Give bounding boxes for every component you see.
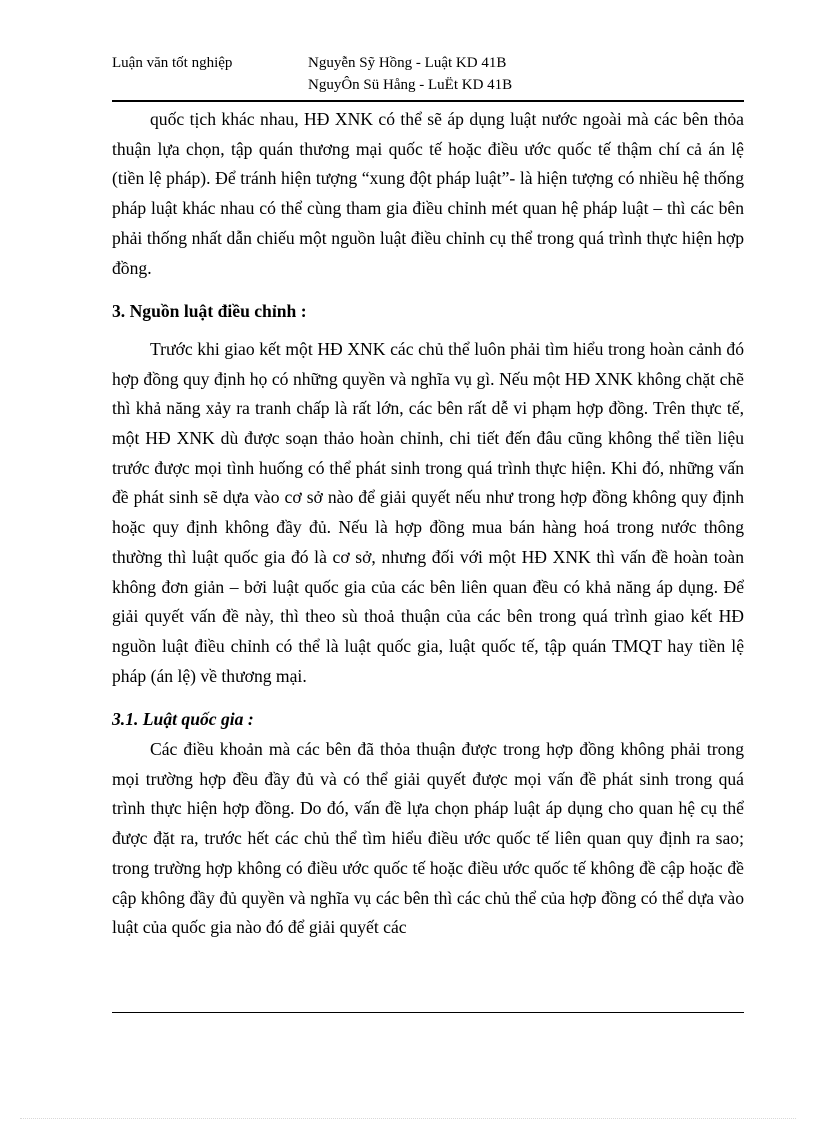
document-body: [112, 105, 744, 943]
page-edge-dotted-line: [20, 1118, 796, 1119]
header-divider: [112, 100, 744, 102]
section-heading-3-1: 3.1. Luật quốc gia :: [112, 709, 254, 730]
footer-divider: [112, 1012, 744, 1013]
header-author-block: [308, 52, 512, 96]
paragraph-section-3: Trước khi giao kết một HĐ XNK các chủ thể luôn phải tìm hiểu trong hoàn cảnh đó hợp đồng quy định họ có những quyền và nghĩa vụ gì. Nếu một HĐ XNK không chặt chẽ thì khả năng xảy ra tranh chấp là rất lớn, các bên rất dễ vi phạm hợp đồng. Trên thực tế, một HĐ XNK dù được soạn thảo hoàn chỉnh, chi tiết đến đâu cũng không thể tiền liệu trước được mọi tình huống có thể phát sinh trong quá trình thực hiện. Khi đó, những vấn đề phát sinh sẽ dựa vào cơ sở nào để giải quyết nếu như trong hợp đồng không quy định hoặc quy định không đầy đủ. Nếu là hợp đồng mua bán hàng hoá trong nước thông thường thì luật quốc gia đó là cơ sở, nhưng đối với một HĐ XNK thì vấn đề hoàn toàn không đơn giản – bởi luật quốc gia của các bên liên quan đều có khả năng áp dụng. Để giải quyết vấn đề này, thì theo sù thoả thuận của các bên trong quá trình giao kết HĐ nguồn luật điều chỉnh có thể là luật quốc gia, luật quốc tế, tập quán TMQT hay tiền lệ pháp (án lệ) về thương mại.: [112, 338, 744, 686]
section-heading-3: 3. Nguồn luật điều chỉnh :: [112, 301, 307, 322]
paragraph-continuation: quốc tịch khác nhau, HĐ XNK có thể sẽ áp dụng luật nước ngoài mà các bên thỏa thuận lựa chọn, tập quán thương mại quốc tế hoặc điều ước quốc tế thậm chí cả án lệ (tiền lệ pháp). Để tránh hiện tượng “xung đột pháp luật”- là hiện tượng có nhiều hệ thống pháp luật khác nhau có thể cùng tham gia điều chỉnh mét quan hệ pháp luật – thì các bên phải thống nhất dẫn chiếu một nguồn luật điều chỉnh cụ thể trong quá trình thực hiện hợp đồng.: [112, 109, 744, 278]
paragraph-section-3-1: Các điều khoản mà các bên đã thỏa thuận được trong hợp đồng không phải trong mọi trường hợp đều đầy đủ và có thể giải quyết được mọi vấn đề phát sinh trong quá trình thực hiện hợp đồng. Do đó, vấn đề lựa chọn pháp luật áp dụng cho quan hệ cụ thể được đặt ra, trước hết các chủ thể tìm hiểu điều ước quốc tế liên quan quy định ra sao; trong trường hợp không có điều ước quốc tế hoặc điều ước quốc tế không đề cập hoặc đề cập không đầy đủ quyền và nghĩa vụ các bên thì các chủ thể của hợp đồng có thể dựa vào luật của quốc gia nào đó để giải quyết các: [112, 739, 744, 938]
header-author-line-legacy-encoding: NguyÔn Sü Hång - LuËt KD 41B: [308, 77, 513, 93]
header-author-line: Nguyễn Sỹ Hồng - Luật KD 41B: [308, 55, 507, 71]
header-thesis-label: Luận văn tốt nghiệp: [112, 55, 233, 71]
